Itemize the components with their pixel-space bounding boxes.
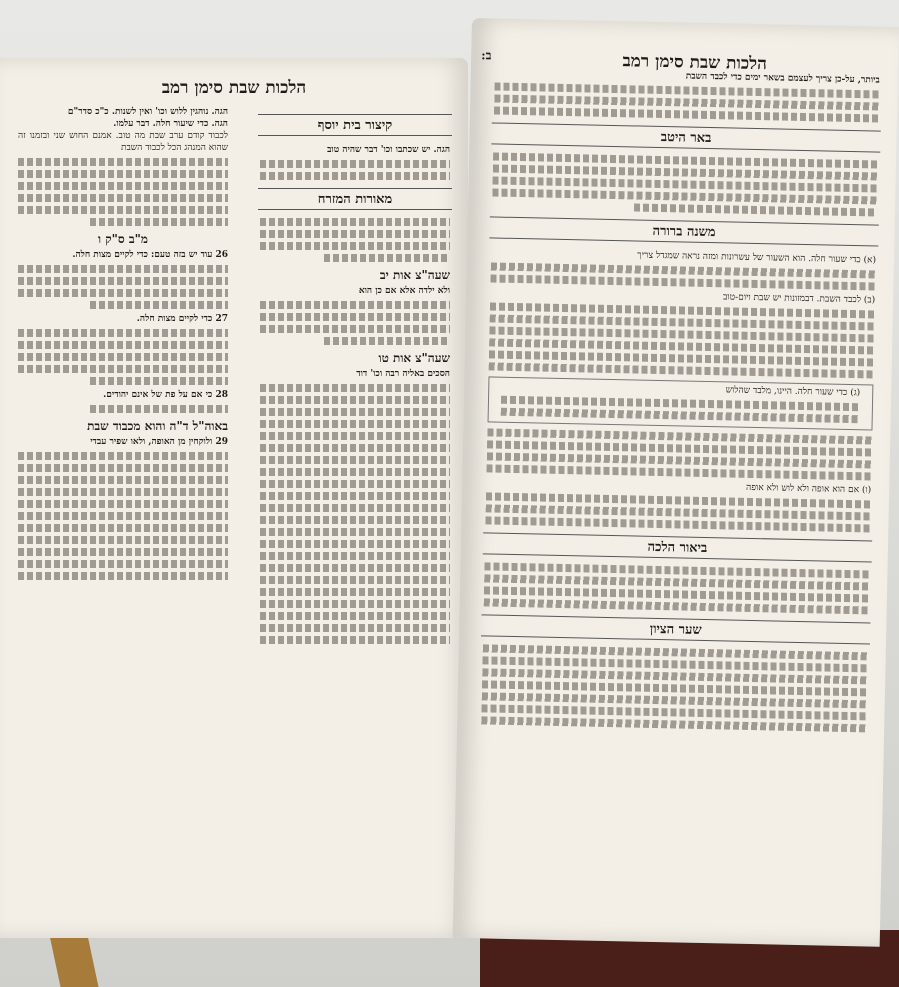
text-line: [18, 512, 228, 520]
text-line: [18, 289, 228, 297]
left-running-head: הלכות שבת סימן רמב: [161, 78, 307, 98]
text-line: [260, 624, 450, 632]
left-page: [0, 58, 468, 938]
col-a-opening: הגה. יש שכתבו וכו' דבר שהיה טוב: [327, 145, 450, 155]
mb-note-1: (א) כדי שעור חלה. הוא השעור של עשרונות ומזה נראה שמגדל צריך: [637, 250, 877, 266]
text-line: [18, 476, 228, 484]
text-line: [260, 432, 450, 440]
main-text: ביותר, על-כן צריך לעצמם בשאר ימים כדי לכבד השבת: [685, 71, 880, 86]
highlight-box: [488, 376, 874, 430]
text-line: [260, 528, 450, 536]
text-line: [90, 218, 228, 226]
text-line: [18, 452, 228, 460]
text-line: [18, 524, 228, 532]
text-line: [90, 301, 228, 309]
meorot-hamizrach-title: מאורות המזרח: [258, 188, 452, 210]
text-line: [18, 170, 228, 178]
text-line: [260, 396, 450, 404]
text-line: [18, 329, 228, 337]
note-27: 27 כדי לקיים מצות חלה.: [136, 314, 228, 324]
text-line: [18, 488, 228, 496]
text-line: [18, 194, 228, 202]
text-line: [260, 230, 450, 238]
text-line: [90, 405, 228, 413]
text-line: [260, 516, 450, 524]
seif-heading: הסכים באליה רבה וכו' דוד: [356, 369, 450, 379]
text-line: [260, 420, 450, 428]
text-line: [634, 203, 877, 216]
mishna-berura-title: משנה ברורה: [489, 216, 878, 246]
text-line: [260, 313, 450, 321]
note-28: 28 כי אם על פת של אינם יהודים.: [103, 390, 228, 400]
text-line: [18, 572, 228, 580]
text-line: [260, 444, 450, 452]
text-line: [324, 337, 450, 345]
right-column: [467, 66, 890, 926]
text-line: [260, 456, 450, 464]
text-line: [18, 341, 228, 349]
text-line: [18, 365, 228, 373]
seif-label: שעה"צ אות טו: [378, 351, 450, 365]
text-line: [260, 480, 450, 488]
col-b-opening-2: הגה. כדי שיעור חלה. דבר עלמו.: [113, 119, 228, 129]
text-line: [260, 160, 450, 168]
text-line: [18, 560, 228, 568]
beer-heitev-title: באר היטב: [491, 122, 880, 152]
text-line: [18, 206, 228, 214]
text-line: [260, 384, 450, 392]
right-page: [453, 18, 899, 947]
note-26: 26 עוד יש בזה טעם: כדי לקיים מצות חלה.: [72, 250, 228, 260]
note-29: 29 ולוקחין מן האופה, ולאו שפיר עבדי: [90, 437, 228, 447]
text-line: [260, 564, 450, 572]
left-column-a: [250, 106, 460, 918]
text-line: [260, 636, 450, 644]
col-b-text: לכבוד קודם ערב שבת מה טוב. אמנם החוש שני ובזמנו זה שהוא המנהג הכל לכבוד השבת: [18, 131, 228, 153]
text-line: [260, 492, 450, 500]
mb-section-label: מ"ב ס"ק ו: [97, 232, 149, 246]
text-line: [18, 158, 228, 166]
text-line: [260, 504, 450, 512]
text-line: [260, 600, 450, 608]
text-line: [260, 576, 450, 584]
text-line: [324, 254, 450, 262]
text-line: [260, 325, 450, 333]
beur-halacha-title: ביאור הלכה: [483, 532, 872, 562]
beur-halacha-label: באוה"ל ד"ה והוא מכבוד שבת: [87, 419, 228, 433]
text-line: [18, 536, 228, 544]
text-line: [260, 408, 450, 416]
text-line: [18, 265, 228, 273]
text-line: [18, 353, 228, 361]
page-label: ב:: [481, 48, 492, 63]
text-line: [260, 552, 450, 560]
mb-note-3: (ג) כדי שעור חלה. היינו, מלבד שהלוש: [725, 385, 861, 399]
text-line: [260, 218, 450, 226]
text-line: [260, 540, 450, 548]
seif-heading: ולא ילדה אלא אם כן הוא: [358, 286, 450, 296]
text-line: [18, 277, 228, 285]
text-line: [260, 301, 450, 309]
text-line: [260, 242, 450, 250]
left-column-b: [8, 106, 238, 918]
text-line: [18, 182, 228, 190]
text-line: [90, 377, 228, 385]
mb-note-4: (ו) אם הוא אופה ולא לוש ולא אופה: [745, 482, 872, 496]
text-line: [260, 612, 450, 620]
text-line: [260, 172, 450, 180]
text-line: [260, 468, 450, 476]
text-line: [260, 588, 450, 596]
kitzur-beit-yosef-title: קיצור בית יוסף: [258, 114, 452, 136]
text-line: [18, 548, 228, 556]
text-line: [18, 500, 228, 508]
seif-label: שעה"צ אות יב: [379, 268, 450, 282]
right-running-head-text: הלכות שבת סימן רמב: [622, 51, 768, 75]
col-b-opening: הגה. נוהגין ללוש וכו' ואין לשנות. כ"כ סדר"ם: [67, 107, 228, 117]
mb-note-2: (ב) לכבד השבת. דבמזונות יש שבת ויום-טוב: [722, 292, 876, 306]
text-line: [18, 464, 228, 472]
shaar-hatziyun-title: שער הציון: [481, 614, 870, 644]
